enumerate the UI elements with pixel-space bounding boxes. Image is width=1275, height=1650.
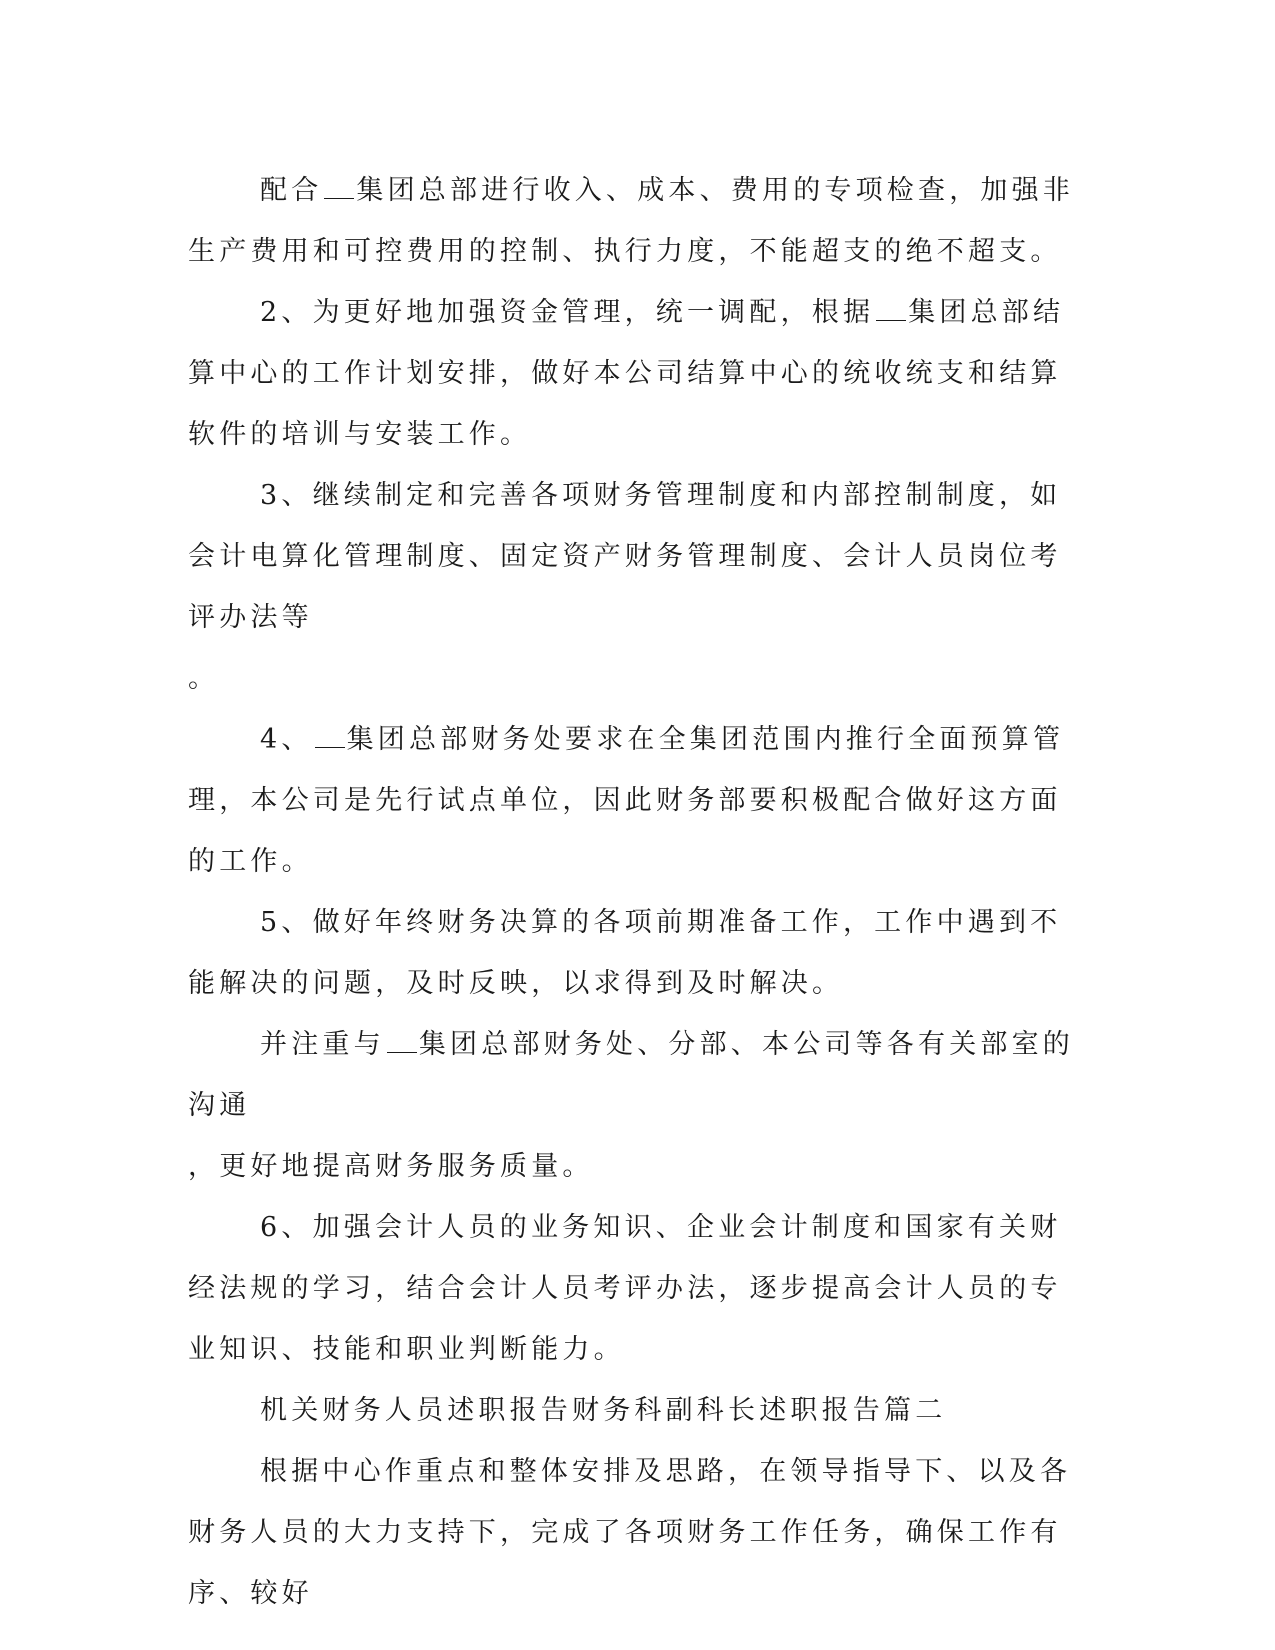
paragraph-8 (188, 1441, 1078, 1624)
paragraph-6-tail (188, 1136, 1078, 1197)
document-body (188, 160, 1078, 1624)
text-segment: 2、为更好地加强资金管理，统一调配，根据 (260, 297, 875, 328)
paragraph-1 (188, 160, 1078, 282)
text-segment: ，更好地提高财务服务质量。 (188, 1151, 594, 1182)
paragraph-3 (188, 465, 1078, 648)
text-segment: 6、加强会计人员的业务知识、企业会计制度和国家有关财经法规的学习，结合会计人员考评办法，逐步提高会计人员的专业知识、技能和职业判断能力。 (188, 1212, 1062, 1365)
paragraph-7 (188, 1197, 1078, 1380)
blank-underline (876, 296, 906, 321)
paragraph-6 (188, 1014, 1078, 1136)
text-segment: 4、 (260, 724, 313, 755)
paragraph-2 (188, 282, 1078, 465)
text-segment: 配合 (260, 175, 323, 206)
text-segment: 5、做好年终财务决算的各项前期准备工作，工作中遇到不能解决的问题，及时反映，以求得到及时解决。 (188, 907, 1062, 999)
text-segment: 根据中心作重点和整体安排及思路，在领导指导下、以及各财务人员的大力支持下，完成了各项财务工作任务，确保工作有序、较好 (188, 1456, 1072, 1609)
paragraph-5 (188, 892, 1078, 1014)
blank-underline (315, 723, 345, 748)
text-segment: 集团总部财务处要求在全集团范围内推行全面预算管理，本公司是先行试点单位，因此财务部要积极配合做好这方面的工作。 (188, 724, 1065, 877)
text-segment: 3、继续制定和完善各项财务管理制度和内部控制制度，如会计电算化管理制度、固定资产财务管理制度、会计人员岗位考评办法等 (188, 480, 1062, 633)
paragraph-3-tail (188, 648, 1078, 709)
text-segment: 并注重与 (260, 1029, 385, 1060)
paragraph-4 (188, 709, 1078, 892)
blank-underline (387, 1028, 417, 1053)
text-segment: 集团总部进行收入、成本、费用的专项检查，加强非生产费用和可控费用的控制、执行力度，不能超支的绝不超支。 (188, 175, 1075, 267)
section-heading: 机关财务人员述职报告财务科副科长述职报告篇二 (260, 1395, 947, 1426)
text-segment: 集团总部结算中心的工作计划安排，做好本公司结算中心的统收统支和结算软件的培训与安装工作。 (188, 297, 1065, 450)
blank-underline (324, 174, 354, 199)
text-segment: 。 (188, 663, 220, 694)
text-segment: 集团总部财务处、分部、本公司等各有关部室的沟通 (188, 1029, 1075, 1121)
